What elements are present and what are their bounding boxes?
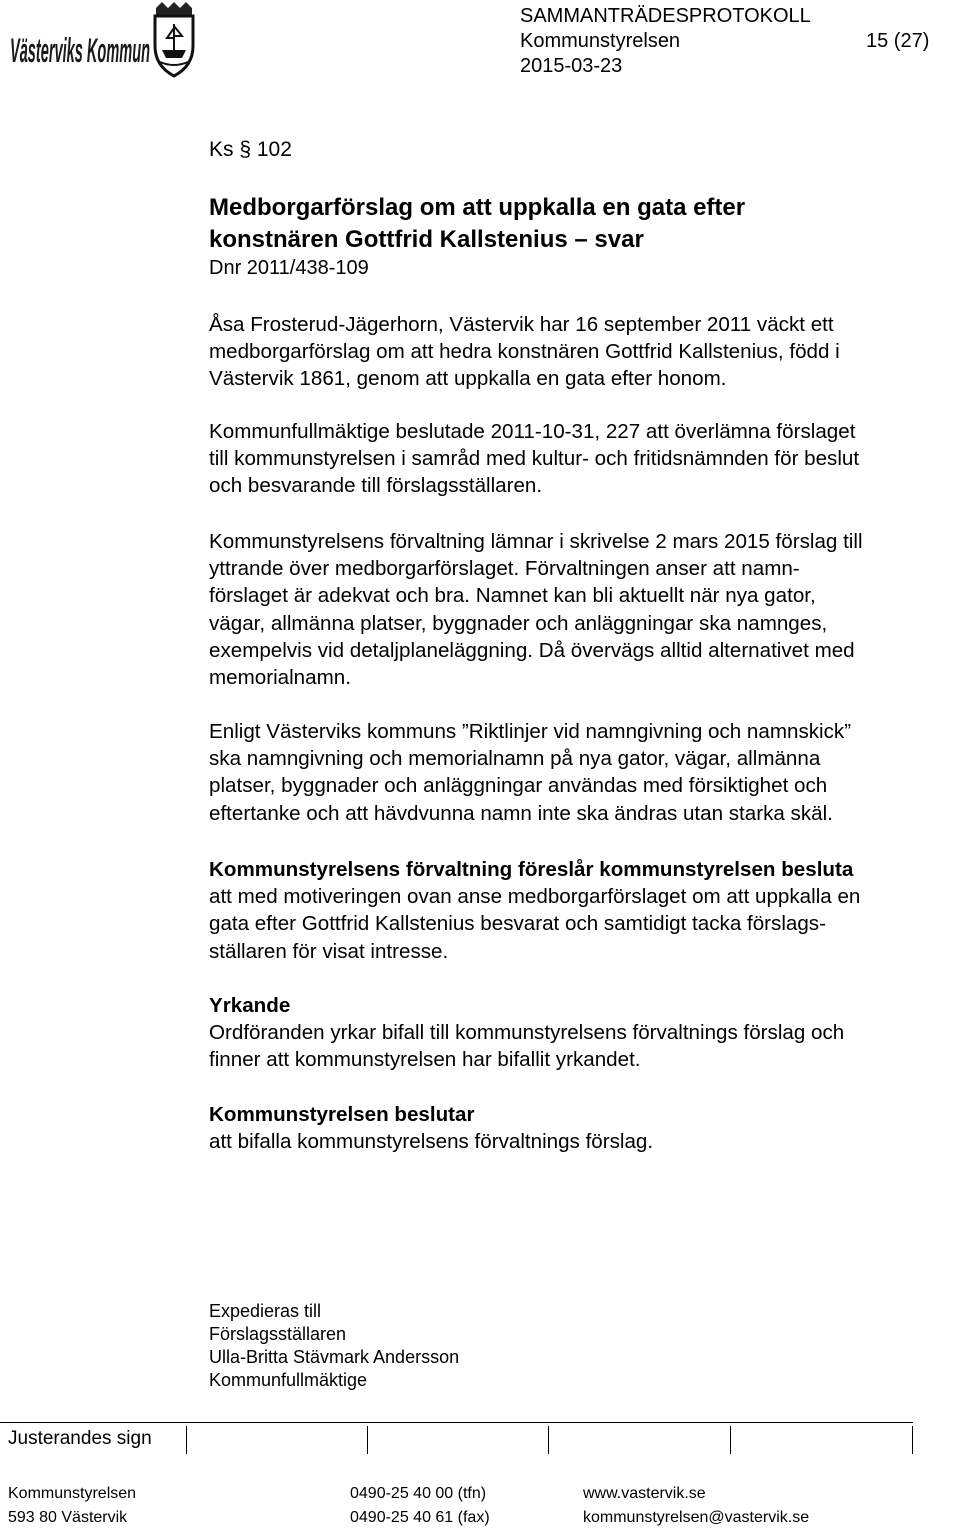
case-number: Dnr 2011/438-109 [209,257,369,279]
text-line: finner att kommunstyrelsen har bifallit yrkandet. [209,1048,641,1072]
text-line: medborgarförslag om att hedra konstnären Gottfrid Kallstenius, född i [209,340,840,364]
text-line: platser, byggnader och anläggningar användas med försiktighet och [209,774,828,798]
text-line: Ordföranden yrkar bifall till kommunstyrelsens förvaltnings förslag och [209,1021,845,1045]
title-line-1: Medborgarförslag om att uppkalla en gata efter [209,194,746,221]
decision-section [209,1101,960,1155]
footer-org: Kommunstyrelsen [8,1485,137,1502]
title-line-2: konstnären Gottfrid Kallstenius – svar [209,226,644,253]
signature-box-divider [548,1426,549,1454]
signature-box-divider [730,1426,731,1454]
vasterviks-kommun-logo [8,0,318,80]
footer-fax: 0490-25 40 61 (fax) [350,1509,490,1526]
yrkande-section [209,992,960,1074]
yrkande-heading: Yrkande [209,994,291,1017]
text-line: att med motiveringen ovan anse medborgarförslaget om att uppkalla en [209,885,861,909]
text-line: gata efter Gottfrid Kallstenius besvarat och samtidigt tacka förslags- [209,912,826,936]
distribution-heading: Expedieras till [209,1301,322,1321]
paragraph-1 [209,311,960,393]
text-line: eftertanke och att hävdvunna namn inte ska ändras utan starka skäl. [209,801,833,825]
paragraph-4 [209,718,960,827]
text-line: att bifalla kommunstyrelsens förvaltnings förslag. [209,1130,654,1154]
paragraph-2 [209,418,960,500]
text-line: och besvarande till förslagsställaren. [209,474,543,498]
footer-email: kommunstyrelsen@vastervik.se [583,1509,810,1526]
committee-name: Kommunstyrelsen [520,30,681,52]
signature-rule [0,1422,913,1423]
footer-website: www.vastervik.se [583,1485,706,1502]
decision-heading: Kommunstyrelsen beslutar [209,1103,475,1126]
proposal-heading: Kommunstyrelsens förvaltning föreslår kommunstyrelsen besluta [209,858,854,881]
text-line: Kommunfullmäktige beslutade 2011-10-31, 227 att överlämna förslaget [209,420,856,443]
text-line: förslaget är adekvat och bra. Namnet kan bli aktuellt när nya gator, [209,584,816,608]
text-line: yttrande över medborgarförslaget. Förvaltningen anser att namn- [209,557,800,581]
text-line: Enligt Västerviks kommuns ”Riktlinjer vid namngivning och namnskick” [209,720,852,743]
signature-box-divider [186,1426,187,1454]
text-line: Åsa Frosterud-Jägerhorn, Västervik har 16 september 2011 väckt ett [209,313,834,336]
distribution-item: Förslagsställaren [209,1324,347,1344]
footer-address: 593 80 Västervik [8,1509,128,1526]
text-line: ställaren för visat intresse. [209,939,449,963]
text-line: Västervik 1861, genom att uppkalla en gata efter honom. [209,367,727,391]
distribution-item: Kommunfullmäktige [209,1370,368,1390]
text-line: Kommunstyrelsens förvaltning lämnar i skrivelse 2 mars 2015 förslag till [209,530,863,553]
text-line: ska namngivning och memorialnamn på nya gator, vägar, allmänna [209,747,821,771]
municipal-crest-icon [8,0,318,80]
signature-box-divider [367,1426,368,1454]
section-number: Ks § 102 [209,138,292,161]
text-line: memorialnamn. [209,666,351,690]
page-number: 15 (27) [866,30,930,52]
text-line: vägar, allmänna platser, byggnader och anläggningar ska namnges, [209,611,828,635]
text-line: exempelvis vid detaljplaneläggning. Då övervägs alltid alternativet med [209,638,855,662]
text-line: till kommunstyrelsen i samråd med kultur- och fritidsnämnden för beslut [209,447,860,471]
distribution-list [209,1300,459,1392]
proposal-section [209,856,960,965]
signature-box-divider [912,1426,913,1454]
footer-phone: 0490-25 40 00 (tfn) [350,1485,487,1502]
document-type: SAMMANTRÄDESPROTOKOLL [520,5,811,27]
svg-text:Västerviks Kommun: Västerviks Kommun [10,32,150,70]
meeting-date: 2015-03-23 [520,55,623,77]
distribution-item: Ulla-Britta Stävmark Andersson [209,1347,460,1367]
signature-label: Justerandes sign [8,1428,152,1449]
paragraph-3 [209,528,960,691]
